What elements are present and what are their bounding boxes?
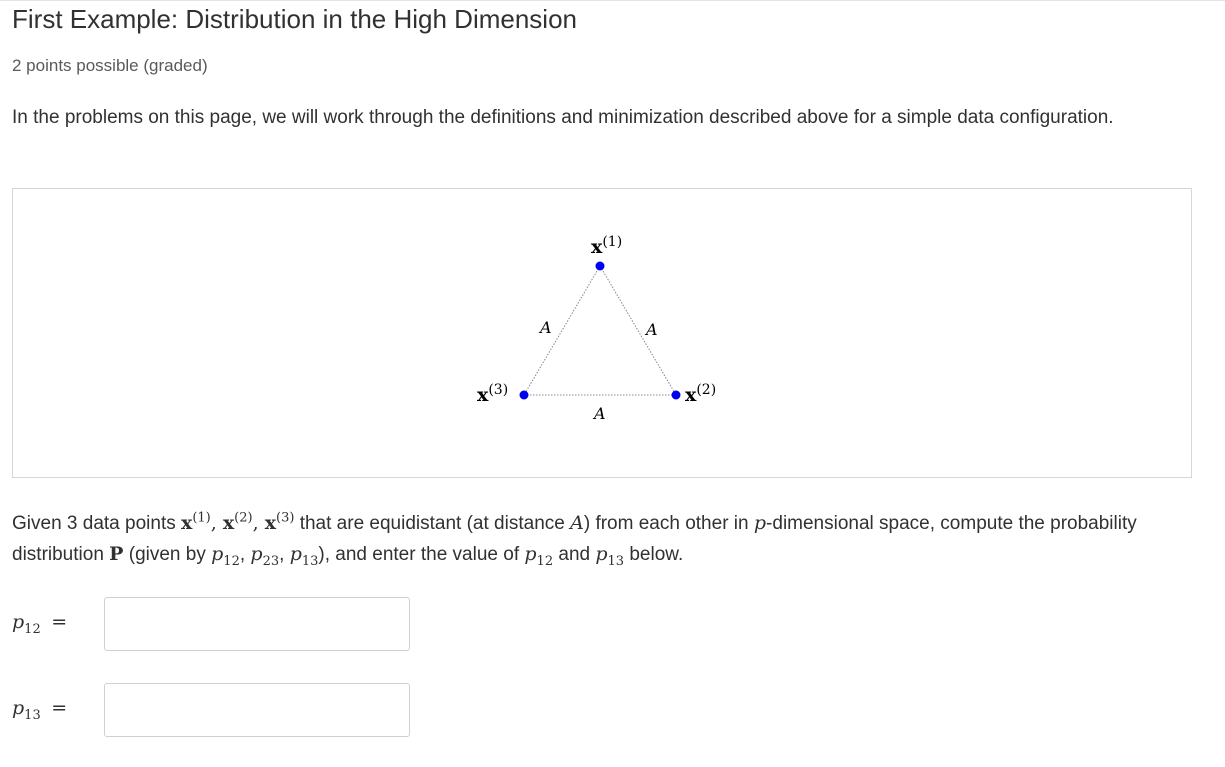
label-x1 <box>591 234 622 258</box>
point-x3 <box>520 391 529 400</box>
math-P: P <box>109 543 124 565</box>
math-comma: , <box>210 512 223 534</box>
point-x1 <box>596 262 605 271</box>
question-and: and <box>553 544 596 565</box>
question-part5: (given by <box>123 544 212 565</box>
label-x3-base: x <box>477 384 489 406</box>
answer-label-p13 <box>12 697 67 723</box>
math-p: p <box>289 543 302 565</box>
edge-label-right: A <box>646 320 658 339</box>
equals-sign: = <box>51 697 68 719</box>
math-sep: , <box>279 544 290 565</box>
answer-label-sub: 13 <box>24 707 41 723</box>
edge-left <box>524 266 600 395</box>
figure-container <box>12 188 1192 478</box>
math-x: x <box>222 512 235 534</box>
equals-sign: = <box>51 611 68 633</box>
math-sep: , <box>239 544 251 565</box>
label-x1-base: x <box>591 236 603 258</box>
label-x3 <box>477 382 508 406</box>
math-x: x <box>181 512 193 534</box>
label-x2-sup: (2) <box>696 382 717 398</box>
answer-row-p13 <box>12 683 432 739</box>
question-text <box>12 508 1212 570</box>
question-part2: that are equidistant (at distance <box>294 513 571 534</box>
edge-label-bottom: A <box>594 404 606 423</box>
math-sub23: 23 <box>262 553 280 569</box>
question-part6: ), and enter the value of <box>318 544 525 565</box>
problem-title: First Example: Distribution in the High Dimension <box>12 4 577 34</box>
math-p: p <box>211 543 224 565</box>
answer-label-sub: 12 <box>24 621 41 637</box>
math-sub12: 12 <box>223 553 240 569</box>
p12-input[interactable] <box>104 597 410 651</box>
question-part7: below. <box>624 544 684 565</box>
point-x2 <box>672 391 681 400</box>
math-sup3: (3) <box>276 510 295 526</box>
question-part1: Given 3 data points <box>12 513 181 534</box>
label-x1-sup: (1) <box>602 234 623 250</box>
math-x: x <box>264 512 277 534</box>
answer-label-base: p <box>12 611 25 633</box>
answer-label-p12 <box>12 611 67 637</box>
label-x2 <box>685 382 716 406</box>
question-part4: -dimensional space, compute the probability distribution <box>12 513 1137 565</box>
p13-input[interactable] <box>104 683 410 737</box>
math-A: A <box>570 512 584 534</box>
math-p: p <box>250 543 263 565</box>
math-p: p <box>524 543 537 565</box>
math-p: p <box>595 543 608 565</box>
intro-text: In the problems on this page, we will work through the definitions and minimization described above for a simple data configuration. <box>12 107 1114 128</box>
math-p: p <box>753 512 767 534</box>
math-sub13: 13 <box>607 553 625 569</box>
label-x3-sup: (3) <box>488 382 509 398</box>
math-sup2: (2) <box>234 510 253 526</box>
edge-label-left: A <box>540 318 552 337</box>
answer-label-base: p <box>12 697 25 719</box>
points-possible: 2 points possible (graded) <box>12 56 208 75</box>
math-sub12: 12 <box>536 553 554 569</box>
label-x2-base: x <box>685 384 697 406</box>
answer-row-p12 <box>12 597 432 653</box>
math-sub13: 13 <box>301 553 319 569</box>
top-divider <box>0 0 1225 1</box>
math-sup1: (1) <box>192 510 211 526</box>
triangle-diagram <box>13 189 1191 477</box>
math-comma: , <box>252 512 265 534</box>
edge-right <box>600 266 676 395</box>
question-part3: ) from each other in <box>583 513 754 534</box>
